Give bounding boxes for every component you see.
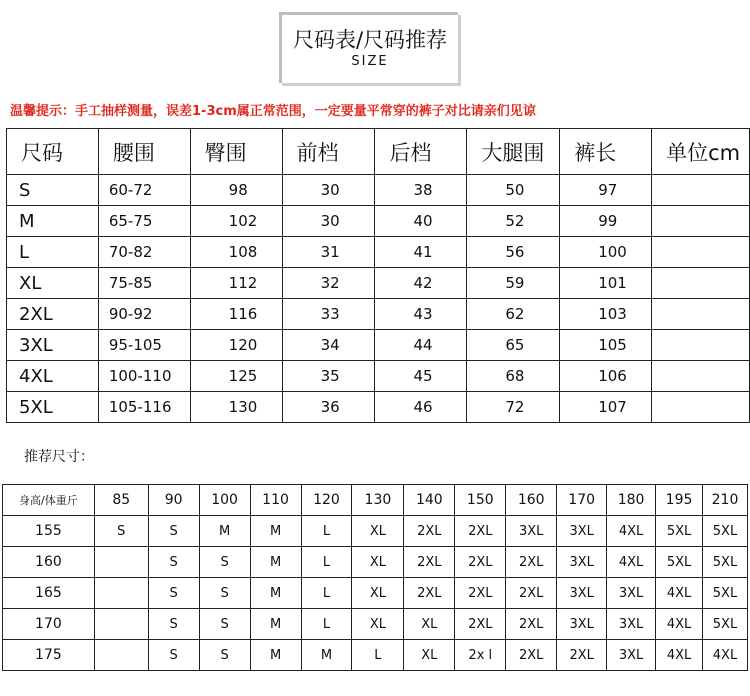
size-value-cell [652,330,750,361]
size-label-cell: M [7,206,99,237]
recommend-size-cell: 2XL [455,609,506,640]
size-header-cell: 尺码 [7,129,99,175]
size-label-cell: 4XL [7,361,99,392]
size-value-cell [652,392,750,423]
recommend-size-cell [94,547,148,578]
recommend-header-cell: 210 [703,485,748,516]
recommend-size-cell: 2XL [557,640,607,671]
recommend-size-cell: S [199,578,250,609]
recommend-row [3,547,748,578]
recommend-size-cell: S [148,547,199,578]
recommend-size-cell [94,640,148,671]
size-value-cell: 43 [375,299,467,330]
size-value-cell: 31 [282,237,375,268]
size-value-cell: 102 [190,206,282,237]
size-value-cell [652,361,750,392]
size-value-cell: 112 [190,268,282,299]
recommend-size-cell: L [301,609,352,640]
recommend-size-cell: 3XL [506,516,557,547]
recommend-size-cell: M [250,547,301,578]
recommend-size-cell: 4XL [607,547,656,578]
recommend-size-cell: 4XL [607,516,656,547]
recommend-size-cell: 4XL [656,640,703,671]
size-value-cell: 41 [375,237,467,268]
size-value-cell: 38 [375,175,467,206]
recommend-size-cell: S [199,547,250,578]
recommend-size-cell: 5XL [703,547,748,578]
size-row [7,268,750,299]
size-row [7,206,750,237]
size-row [7,299,750,330]
size-label-cell: 2XL [7,299,99,330]
size-value-cell: 97 [560,175,652,206]
recommend-size-cell [94,609,148,640]
recommend-size-cell: 2XL [455,578,506,609]
recommend-header-cell: 身高/体重斤 [3,485,95,516]
recommend-size-cell: XL [352,609,404,640]
size-value-cell: 72 [467,392,560,423]
size-value-cell: 130 [190,392,282,423]
size-value-cell: 45 [375,361,467,392]
size-value-cell [652,206,750,237]
recommend-size-cell: S [94,516,148,547]
recommend-header-row [3,485,748,516]
size-value-cell: 68 [467,361,560,392]
size-label-cell: 3XL [7,330,99,361]
title-frame [279,12,455,80]
page-title: 尺码表/尺码推荐 [292,28,448,52]
recommend-row [3,640,748,671]
recommend-size-cell: 3XL [607,640,656,671]
recommend-header-cell: 120 [301,485,352,516]
size-value-cell: 100 [560,237,652,268]
size-value-cell: 106 [560,361,652,392]
size-row [7,237,750,268]
size-row [7,330,750,361]
recommend-size-cell: 3XL [607,578,656,609]
recommend-size-cell: 3XL [557,547,607,578]
recommend-size-cell: 3XL [607,609,656,640]
size-value-cell: 120 [190,330,282,361]
recommend-header-cell: 170 [557,485,607,516]
measurement-notice: 温馨提示：手工抽样测量，误差1-3cm属正常范围，一定要量平常穿的裤子对比请亲们见谅 [10,104,536,119]
recommend-size-cell: L [301,547,352,578]
recommend-size-cell: 2XL [506,609,557,640]
page-subtitle: SIZE [351,54,389,69]
size-value-cell: 65 [467,330,560,361]
height-cell: 160 [3,547,95,578]
recommend-size-cell: M [301,640,352,671]
size-value-cell: 40 [375,206,467,237]
size-value-cell [652,237,750,268]
recommend-size-table [2,484,748,671]
recommend-size-cell: S [199,640,250,671]
recommend-size-cell: 5XL [703,578,748,609]
height-cell: 170 [3,609,95,640]
size-value-cell: 99 [560,206,652,237]
recommend-size-cell: L [352,640,404,671]
size-value-cell: 101 [560,268,652,299]
recommend-label: 推荐尺寸： [24,449,94,465]
recommend-size-cell [94,578,148,609]
recommend-size-cell: 2XL [506,547,557,578]
recommend-size-cell: L [301,516,352,547]
recommend-size-cell: 2XL [404,547,455,578]
recommend-size-cell: 2XL [404,578,455,609]
size-value-cell: 103 [560,299,652,330]
recommend-size-cell: L [301,578,352,609]
recommend-size-cell: M [199,516,250,547]
recommend-size-cell: M [250,578,301,609]
size-value-cell: 90-92 [98,299,190,330]
size-value-cell [652,268,750,299]
size-value-cell: 107 [560,392,652,423]
recommend-header-cell: 85 [94,485,148,516]
recommend-size-cell: M [250,609,301,640]
recommend-size-cell: 2XL [455,516,506,547]
size-value-cell [652,299,750,330]
recommend-size-cell: S [199,609,250,640]
recommend-header-cell: 180 [607,485,656,516]
size-row [7,175,750,206]
recommend-size-cell: XL [352,547,404,578]
size-value-cell: 44 [375,330,467,361]
size-value-cell: 75-85 [98,268,190,299]
size-value-cell: 105-116 [98,392,190,423]
size-value-cell: 70-82 [98,237,190,268]
size-value-cell: 59 [467,268,560,299]
recommend-size-cell: 3XL [557,578,607,609]
size-value-cell [652,175,750,206]
size-chart-table [6,128,750,423]
recommend-header-cell: 160 [506,485,557,516]
height-cell: 175 [3,640,95,671]
size-value-cell: 105 [560,330,652,361]
size-label-cell: 5XL [7,392,99,423]
size-label-cell: S [7,175,99,206]
size-header-cell: 臀围 [190,129,282,175]
recommend-row [3,578,748,609]
size-value-cell: 42 [375,268,467,299]
size-label-cell: XL [7,268,99,299]
recommend-header-cell: 195 [656,485,703,516]
recommend-row [3,516,748,547]
recommend-size-cell: M [250,640,301,671]
recommend-size-cell: XL [352,516,404,547]
recommend-size-cell: 5XL [656,547,703,578]
recommend-size-cell: S [148,609,199,640]
size-value-cell: 52 [467,206,560,237]
recommend-size-cell: 5XL [703,609,748,640]
recommend-size-cell: 3XL [557,609,607,640]
recommend-header-cell: 100 [199,485,250,516]
size-value-cell: 33 [282,299,375,330]
size-value-cell: 30 [282,206,375,237]
recommend-size-cell: 4XL [656,578,703,609]
size-value-cell: 62 [467,299,560,330]
recommend-size-cell: 2XL [506,640,557,671]
recommend-header-cell: 150 [455,485,506,516]
size-value-cell: 125 [190,361,282,392]
recommend-size-cell: S [148,578,199,609]
recommend-size-cell: 4XL [703,640,748,671]
size-chart-header-row [7,129,750,175]
recommend-size-cell: S [148,640,199,671]
size-value-cell: 36 [282,392,375,423]
recommend-header-cell: 90 [148,485,199,516]
size-row [7,361,750,392]
size-value-cell: 95-105 [98,330,190,361]
recommend-size-cell: XL [404,640,455,671]
recommend-size-cell: S [148,516,199,547]
size-header-cell: 裤长 [560,129,652,175]
size-header-cell: 大腿围 [467,129,560,175]
size-value-cell: 98 [190,175,282,206]
size-value-cell: 60-72 [98,175,190,206]
recommend-row [3,609,748,640]
recommend-size-cell: M [250,516,301,547]
size-value-cell: 100-110 [98,361,190,392]
size-value-cell: 50 [467,175,560,206]
recommend-size-cell: 5XL [703,516,748,547]
size-value-cell: 116 [190,299,282,330]
height-cell: 155 [3,516,95,547]
size-value-cell: 108 [190,237,282,268]
height-cell: 165 [3,578,95,609]
size-value-cell: 30 [282,175,375,206]
recommend-header-cell: 110 [250,485,301,516]
size-header-cell: 单位cm [652,129,750,175]
size-value-cell: 34 [282,330,375,361]
recommend-size-cell: 2XL [455,547,506,578]
recommend-size-cell: 5XL [656,516,703,547]
recommend-header-cell: 130 [352,485,404,516]
recommend-header-cell: 140 [404,485,455,516]
size-header-cell: 前档 [282,129,375,175]
recommend-size-cell: 2XL [404,516,455,547]
size-header-cell: 腰围 [98,129,190,175]
size-value-cell: 65-75 [98,206,190,237]
size-value-cell: 46 [375,392,467,423]
recommend-size-cell: 4XL [656,609,703,640]
size-value-cell: 32 [282,268,375,299]
size-value-cell: 35 [282,361,375,392]
recommend-size-cell: 2XL [506,578,557,609]
recommend-size-cell: XL [352,578,404,609]
size-value-cell: 56 [467,237,560,268]
recommend-size-cell: XL [404,609,455,640]
recommend-size-cell: 3XL [557,516,607,547]
recommend-size-cell: 2x l [455,640,506,671]
size-row [7,392,750,423]
size-header-cell: 后档 [375,129,467,175]
size-label-cell: L [7,237,99,268]
